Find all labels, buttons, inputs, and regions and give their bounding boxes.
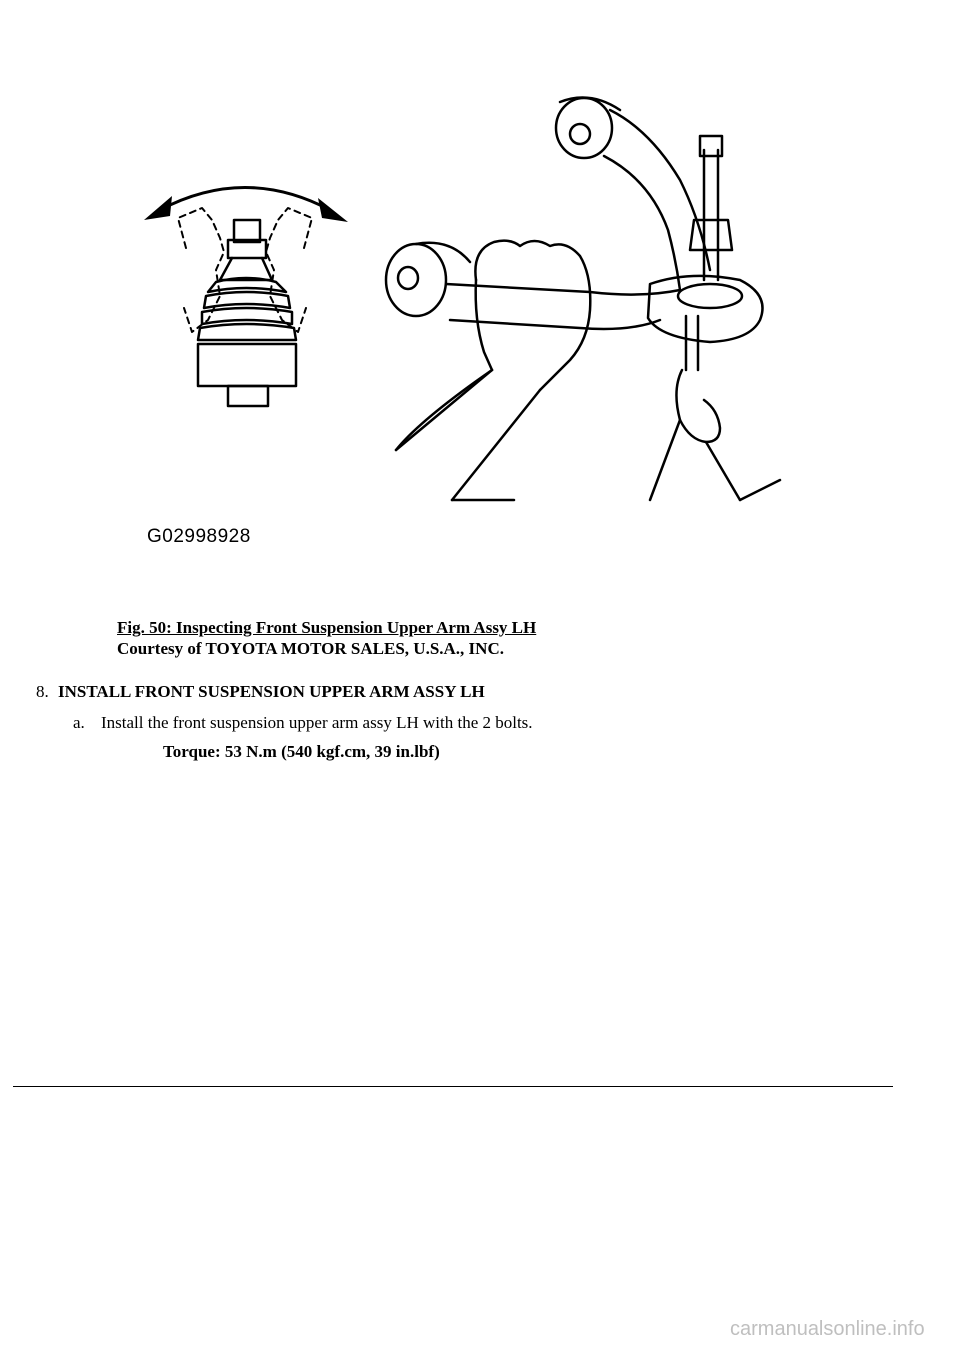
procedure-step: [36, 681, 485, 702]
upper-arm-icon: [386, 98, 763, 371]
swing-arrow-icon: [144, 188, 348, 223]
caption-title-link[interactable]: Fig. 50: Inspecting Front Suspension Upper Arm Assy LH: [117, 618, 537, 637]
caption-courtesy: Courtesy of TOYOTA MOTOR SALES, U.S.A., INC.: [117, 639, 504, 658]
figure-id-label: G02998928: [147, 526, 251, 547]
substep-letter: a.: [73, 713, 85, 732]
figure-caption: [117, 617, 536, 659]
step-heading: INSTALL FRONT SUSPENSION UPPER ARM ASSY LH: [58, 682, 485, 701]
step-number: 8.: [36, 682, 49, 701]
torque-spec: Torque: 53 N.m (540 kgf.cm, 39 in.lbf): [163, 742, 440, 761]
page-divider: [13, 1086, 893, 1087]
hand-icon: [396, 241, 590, 500]
suspension-arm-inspection-illustration: [120, 70, 800, 550]
watermark: carmanualsonline.info: [730, 1318, 925, 1340]
ball-joint-icon: [198, 220, 296, 406]
substep-text: Install the front suspension upper arm assy LH with the 2 bolts.: [101, 713, 533, 732]
gauge-hand-icon: [650, 370, 780, 500]
figure-illustration: [120, 70, 800, 550]
procedure-substep: [73, 712, 533, 733]
